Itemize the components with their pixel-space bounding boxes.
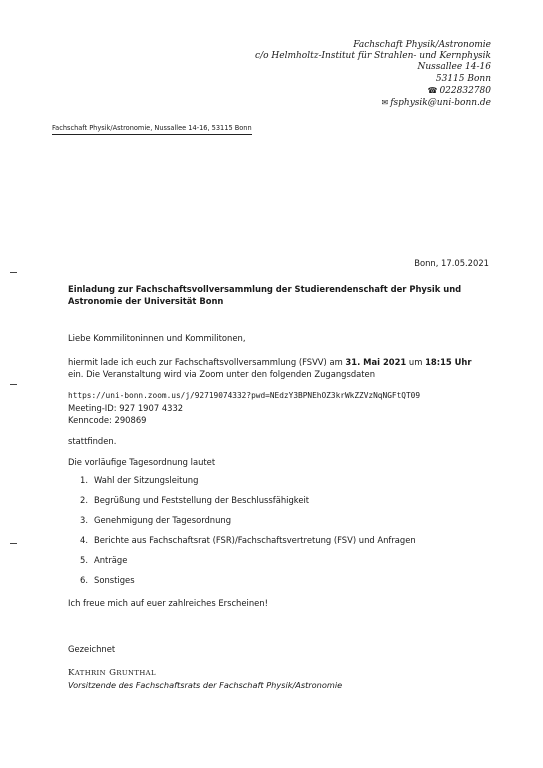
letterhead-city: 53115 Bonn <box>435 73 491 84</box>
letterhead-org: Fachschaft Physik/Astronomie <box>353 40 491 50</box>
letter-subject: Einladung zur Fachschaftsvollversammlung der Studierendenschaft der Physik und Astronomie der Universität Bonn <box>68 284 462 306</box>
agenda-list <box>80 474 416 594</box>
letterhead-email[interactable]: fsphysik@uni-bonn.de <box>390 98 491 109</box>
agenda-item: 6. Sonstiges <box>80 575 135 585</box>
zoom-link[interactable]: https://uni-bonn.zoom.us/j/92719074332?pwd=NEdzY3BPNEhOZ3krWkZZVzNqNGFtQT09 <box>68 391 421 400</box>
letterhead <box>255 40 491 109</box>
meeting-date: 31. Mai 2021 <box>345 357 407 367</box>
fold-mark-top <box>10 272 17 273</box>
letter-greeting: Liebe Kommilitoninnen und Kommilitonen, <box>68 333 246 343</box>
letterhead-street: Nussallee 14-16 <box>417 62 491 73</box>
letterhead-phone-line <box>255 85 491 97</box>
invite-text-2: um <box>406 357 426 367</box>
meeting-passcode: Kenncode: 290869 <box>68 415 147 425</box>
fold-mark-middle <box>10 384 17 385</box>
closing-line: Ich freue mich auf euer zahlreiches Erscheinen! <box>68 598 268 608</box>
invite-text-3: ein. Die Veranstaltung wird via Zoom unter den folgenden Zugangsdaten <box>68 369 376 379</box>
return-address: Fachschaft Physik/Astronomie, Nussallee 14-16, 53115 Bonn <box>52 124 252 135</box>
agenda-item: 4. Berichte aus Fachschaftsrat (FSR)/Fachschaftsvertretung (FSV) und Anfragen <box>80 535 416 545</box>
invitation-paragraph <box>68 356 478 380</box>
fold-mark-bottom <box>10 543 17 544</box>
invite-text-1: hiermit lade ich euch zur Fachschaftsvollversammlung (FSVV) am <box>68 357 346 367</box>
telephone-icon: ☎ <box>427 85 438 95</box>
meeting-id: Meeting-ID: 927 1907 4332 <box>68 403 184 413</box>
signer-name: KATHRIN GRUNTHAL <box>68 668 156 678</box>
envelope-icon: ✉ <box>381 98 389 108</box>
signed-label: Gezeichnet <box>68 644 116 654</box>
letter-date: Bonn, 17.05.2021 <box>414 258 489 268</box>
letterhead-careof: c/o Helmholtz-Institut für Strahlen- und Kernphysik <box>255 51 491 62</box>
agenda-item: 1. Wahl der Sitzungsleitung <box>80 475 199 485</box>
meeting-time: 18:15 Uhr <box>425 357 472 367</box>
agenda-item: 3. Genehmigung der Tagesordnung <box>80 515 232 525</box>
letterhead-email-line <box>255 97 491 109</box>
agenda-item: 5. Anträge <box>80 555 128 565</box>
letterhead-phone: 022832780 <box>439 85 491 96</box>
signer-role: Vorsitzende des Fachschaftsrats der Fachschaft Physik/Astronomie <box>68 680 343 690</box>
agenda-item: 2. Begrüßung und Feststellung der Beschlussfähigkeit <box>80 495 310 505</box>
stattfinden-text: stattfinden. <box>68 436 117 446</box>
agenda-intro: Die vorläufige Tagesordnung lautet <box>68 457 216 467</box>
